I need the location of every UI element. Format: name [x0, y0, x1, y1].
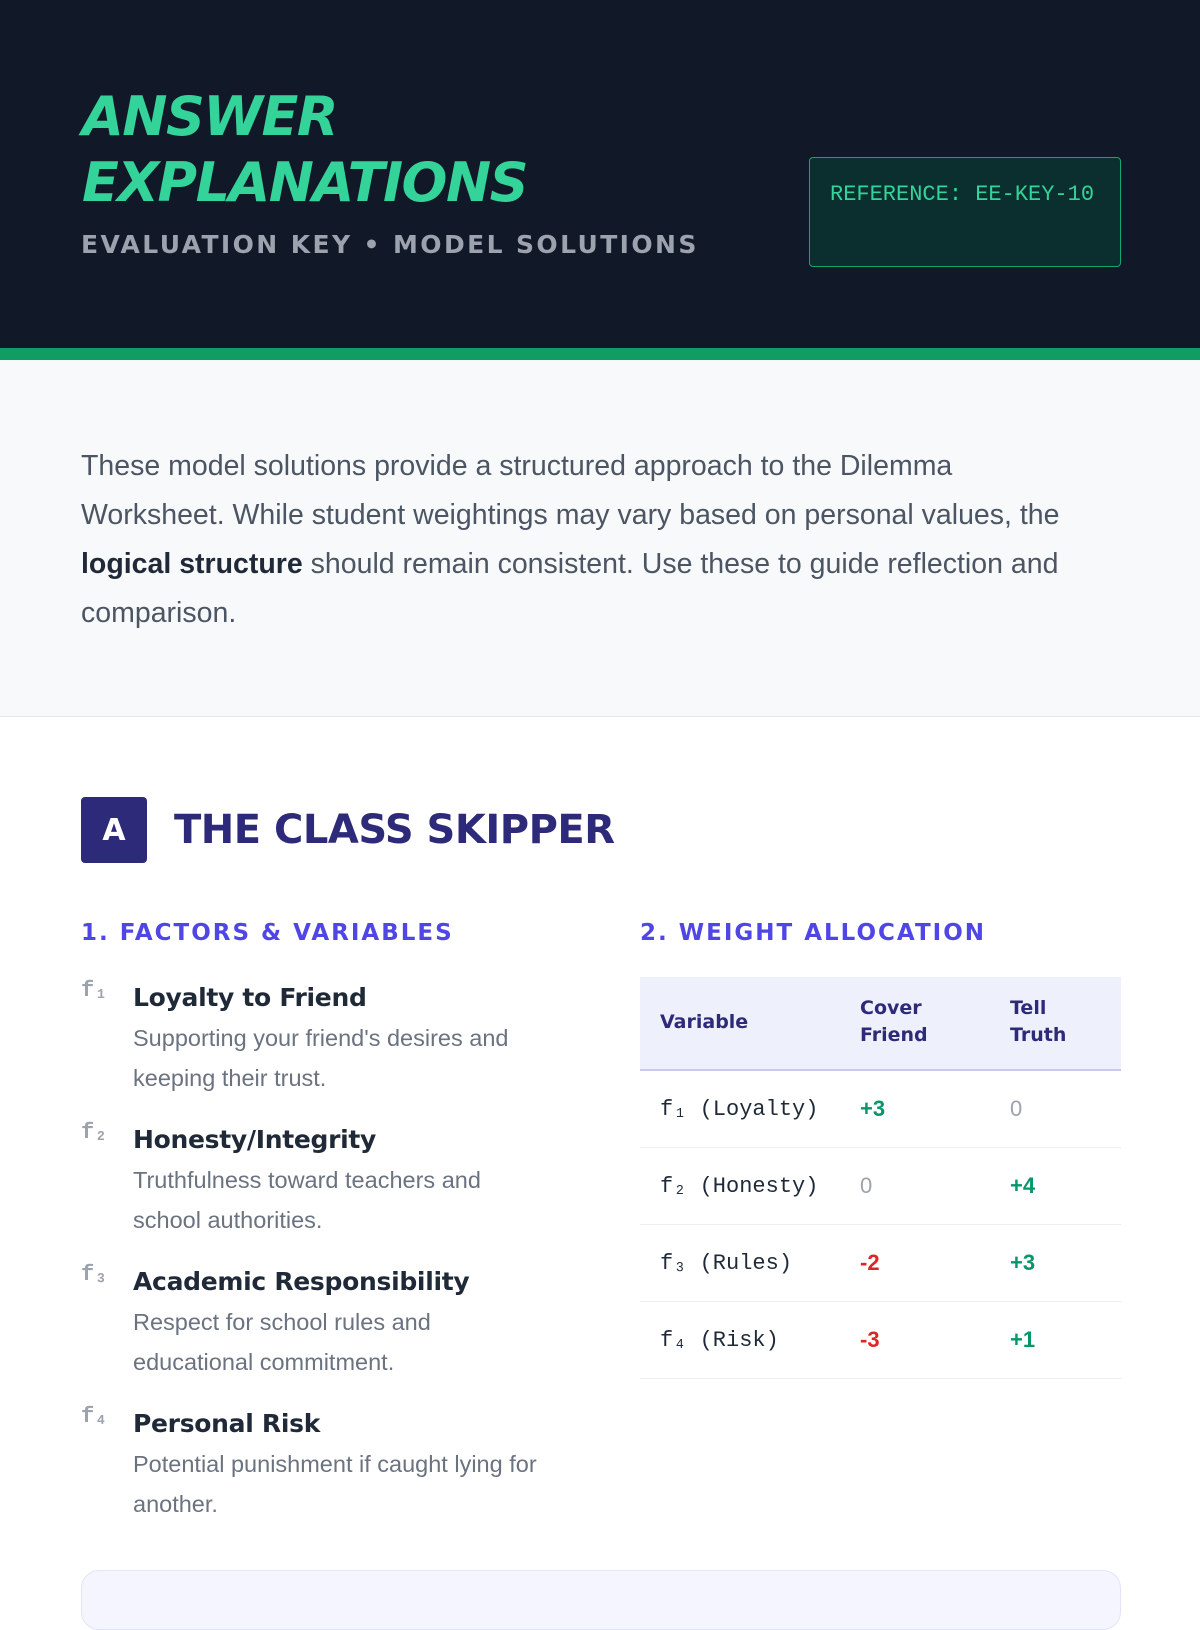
factor-symbol: f₂ [81, 1120, 108, 1145]
factors-heading: 1. FACTORS & VARIABLES [81, 920, 454, 946]
table-row [640, 1148, 1121, 1225]
tell-truth-value: 0 [990, 1070, 1121, 1148]
column-header-cover-friend: Cover Friend [840, 977, 990, 1070]
factor-description: Supporting your friend's desires and keeping their trust. [133, 1025, 509, 1091]
intro-text-after: should remain consistent. Use these to guide reflection and comparison. [81, 548, 1059, 629]
cover-friend-value: +3 [840, 1070, 990, 1148]
factor-description: Respect for school rules and educational commitment. [133, 1309, 431, 1375]
tell-truth-value: +3 [990, 1225, 1121, 1302]
reference-code-box: REFERENCE: EE-KEY-10 [809, 157, 1121, 267]
table-row [640, 1070, 1121, 1148]
tell-truth-value: +1 [990, 1302, 1121, 1379]
cover-friend-value: 0 [840, 1148, 990, 1225]
factor-symbol: f₄ [81, 1404, 108, 1429]
page-header [0, 0, 1200, 348]
intro-text-bold: logical structure [81, 548, 303, 580]
factor-symbol: f₁ [81, 978, 108, 1003]
table-row [640, 1302, 1121, 1379]
page-title: ANSWER EXPLANATIONS [82, 85, 528, 214]
factor-item [81, 978, 561, 1098]
variable-cell: f₃ (Rules) [640, 1225, 840, 1302]
column-header-variable: Variable [640, 977, 840, 1070]
cover-friend-value: -2 [840, 1225, 990, 1302]
intro-panel [0, 360, 1200, 717]
section-badge: A [81, 797, 147, 863]
variable-cell: f₁ (Loyalty) [640, 1070, 840, 1148]
factor-name: Academic Responsibility [133, 1267, 470, 1296]
tell-truth-value: +4 [990, 1148, 1121, 1225]
factor-item [81, 1262, 561, 1382]
table-row [640, 1225, 1121, 1302]
table-body [640, 1070, 1121, 1379]
factor-item [81, 1404, 561, 1524]
factor-description: Potential punishment if caught lying for another. [133, 1451, 537, 1517]
cover-friend-value: -3 [840, 1302, 990, 1379]
factor-item [81, 1120, 561, 1240]
variable-cell: f₄ (Risk) [640, 1302, 840, 1379]
factor-description: Truthfulness toward teachers and school authorities. [133, 1167, 481, 1233]
factor-name: Loyalty to Friend [133, 983, 367, 1012]
factor-symbol: f₃ [81, 1262, 108, 1287]
page-subtitle: EVALUATION KEY • MODEL SOLUTIONS [81, 230, 699, 259]
column-header-tell-truth: Tell Truth [990, 977, 1121, 1070]
factors-list [81, 978, 561, 1546]
factor-name: Personal Risk [133, 1409, 321, 1438]
header-accent-stripe [0, 348, 1200, 360]
next-card [81, 1570, 1121, 1630]
intro-paragraph [81, 442, 1081, 638]
section-title: THE CLASS SKIPPER [174, 807, 615, 853]
weight-allocation-table [640, 977, 1121, 1379]
factor-name: Honesty/Integrity [133, 1125, 377, 1154]
intro-text-before: These model solutions provide a structured approach to the Dilemma Worksheet. While student weightings may vary based on personal values, the [81, 450, 1060, 531]
table-header-row [640, 977, 1121, 1070]
weights-heading: 2. WEIGHT ALLOCATION [640, 920, 986, 946]
variable-cell: f₂ (Honesty) [640, 1148, 840, 1225]
